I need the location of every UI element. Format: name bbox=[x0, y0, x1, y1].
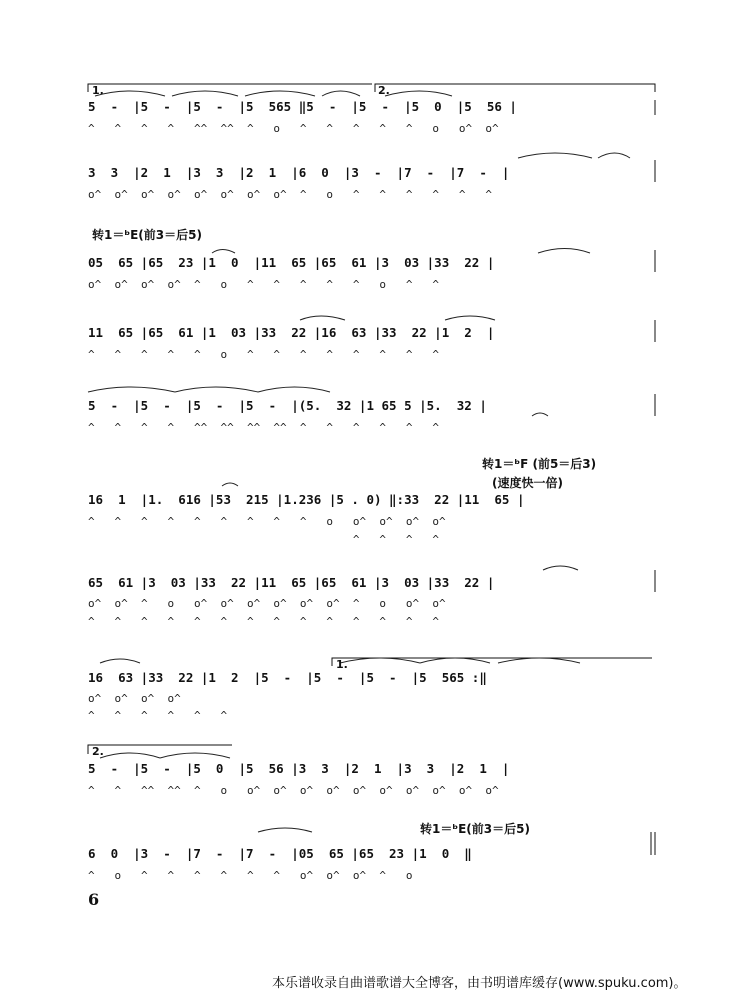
tempo-annotation: (速度快一倍) bbox=[492, 476, 563, 490]
marking-line-6: ^ ^ ^ ^ ^ ^ ^ ^ ^ o o^ o^ o^ o^ bbox=[88, 515, 446, 528]
key-change-annotation-3: 转1＝ᵇE(前3＝后5) bbox=[420, 822, 530, 836]
tie-arc bbox=[160, 753, 230, 758]
volta-label-2: 2. bbox=[378, 84, 390, 97]
tie-arc bbox=[538, 249, 590, 254]
tie-arc bbox=[258, 828, 312, 832]
tie-arc bbox=[543, 566, 578, 570]
marking-line-6b: ^ ^ ^ ^ bbox=[88, 533, 439, 546]
marking-line-8: o^ o^ o^ o^ bbox=[88, 692, 181, 705]
tie-arc bbox=[532, 413, 548, 416]
notation-line-5: 5 - |5 - |5 - |5 - |(5. 32 |1 65 5 |5. 32 | bbox=[88, 398, 487, 413]
marking-line-2: o^ o^ o^ o^ o^ o^ o^ o^ ^ o ^ ^ ^ ^ ^ ^ bbox=[88, 188, 492, 201]
tie-arc bbox=[100, 753, 160, 758]
notation-line-10: 6 0 |3 - |7 - |7 - |05 65 |65 23 |1 0 ‖ bbox=[88, 846, 472, 861]
notation-line-8: 16 63 |33 22 |1 2 |5 - |5 - |5 - |5 565 :‖ bbox=[88, 670, 487, 685]
volta-bracket-1 bbox=[88, 84, 372, 92]
marking-line-7b: ^ ^ ^ ^ ^ ^ ^ ^ ^ ^ ^ ^ ^ ^ bbox=[88, 615, 439, 628]
notation-line-1: 5 - |5 - |5 - |5 565 ‖5 - |5 - |5 0 |5 56 | bbox=[88, 99, 517, 114]
tie-arc bbox=[385, 91, 452, 96]
tie-arc bbox=[212, 250, 235, 254]
volta-label-3: 1. bbox=[336, 658, 348, 671]
tie-arc bbox=[100, 659, 140, 663]
marking-line-10: ^ o ^ ^ ^ ^ ^ ^ o^ o^ o^ ^ o bbox=[88, 869, 413, 882]
key-change-annotation-2: 转1＝ᵇF (前5＝后3) bbox=[482, 457, 597, 471]
tie-arc bbox=[258, 387, 330, 392]
notation-line-2: 3 3 |2 1 |3 3 |2 1 |6 0 |3 - |7 - |7 - | bbox=[88, 165, 510, 180]
tie-arc bbox=[518, 153, 592, 158]
marking-line-9: ^ ^ ^^ ^^ ^ o o^ o^ o^ o^ o^ o^ o^ o^ o^ o^ bbox=[88, 784, 499, 797]
marking-line-5: ^ ^ ^ ^ ^^ ^^ ^^ ^^ ^ ^ ^ ^ ^ ^ bbox=[88, 421, 439, 434]
footer-credit: 本乐谱收录自曲谱歌谱大全博客，由书明谱库缓存(www.spuku.com)。 bbox=[272, 976, 687, 991]
tie-arc bbox=[172, 91, 238, 96]
tie-arc bbox=[175, 387, 258, 392]
volta-bracket-4 bbox=[88, 745, 232, 754]
tie-arc bbox=[88, 387, 175, 392]
tie-arc bbox=[498, 658, 580, 663]
tie-arc bbox=[245, 91, 315, 96]
volta-label-4: 2. bbox=[92, 745, 104, 758]
tie-arc bbox=[420, 658, 490, 663]
marking-line-7: o^ o^ ^ o o^ o^ o^ o^ o^ o^ ^ o o^ o^ bbox=[88, 597, 446, 610]
tie-arc bbox=[322, 91, 360, 96]
tie-arc bbox=[340, 658, 420, 663]
marking-line-8b: ^ ^ ^ ^ ^ ^ bbox=[88, 709, 228, 722]
marking-line-1: ^ ^ ^ ^ ^^ ^^ ^ o ^ ^ ^ ^ ^ o o^ o^ bbox=[88, 122, 499, 135]
volta-label-1: 1. bbox=[92, 84, 104, 97]
tie-arc bbox=[445, 316, 495, 320]
notation-line-6: 16 1 |1. 616 |53 215 |1.236 |5 . 0) ‖:33 22 |11 65 | bbox=[88, 492, 525, 507]
page-number: 6 bbox=[88, 890, 100, 909]
tie-arc bbox=[222, 483, 238, 486]
tie-arc bbox=[95, 91, 165, 96]
tie-arc bbox=[300, 316, 345, 320]
notation-line-9: 5 - |5 - |5 0 |5 56 |3 3 |2 1 |3 3 |2 1 | bbox=[88, 761, 510, 776]
volta-bracket-2 bbox=[375, 84, 655, 92]
marking-line-4: ^ ^ ^ ^ ^ o ^ ^ ^ ^ ^ ^ ^ ^ bbox=[88, 348, 439, 361]
notation-line-3: 05 65 |65 23 |1 0 |11 65 |65 61 |3 03 |33 22 | bbox=[88, 255, 495, 270]
key-change-annotation-1: 转1＝ᵇE(前3＝后5) bbox=[92, 228, 202, 242]
marking-line-3: o^ o^ o^ o^ ^ o ^ ^ ^ ^ ^ o ^ ^ bbox=[88, 278, 439, 291]
notation-line-4: 11 65 |65 61 |1 03 |33 22 |16 63 |33 22 |1 2 | bbox=[88, 325, 495, 340]
notation-line-7: 65 61 |3 03 |33 22 |11 65 |65 61 |3 03 |33 22 | bbox=[88, 575, 495, 590]
volta-bracket-3 bbox=[332, 658, 652, 666]
tie-arc bbox=[598, 153, 630, 158]
